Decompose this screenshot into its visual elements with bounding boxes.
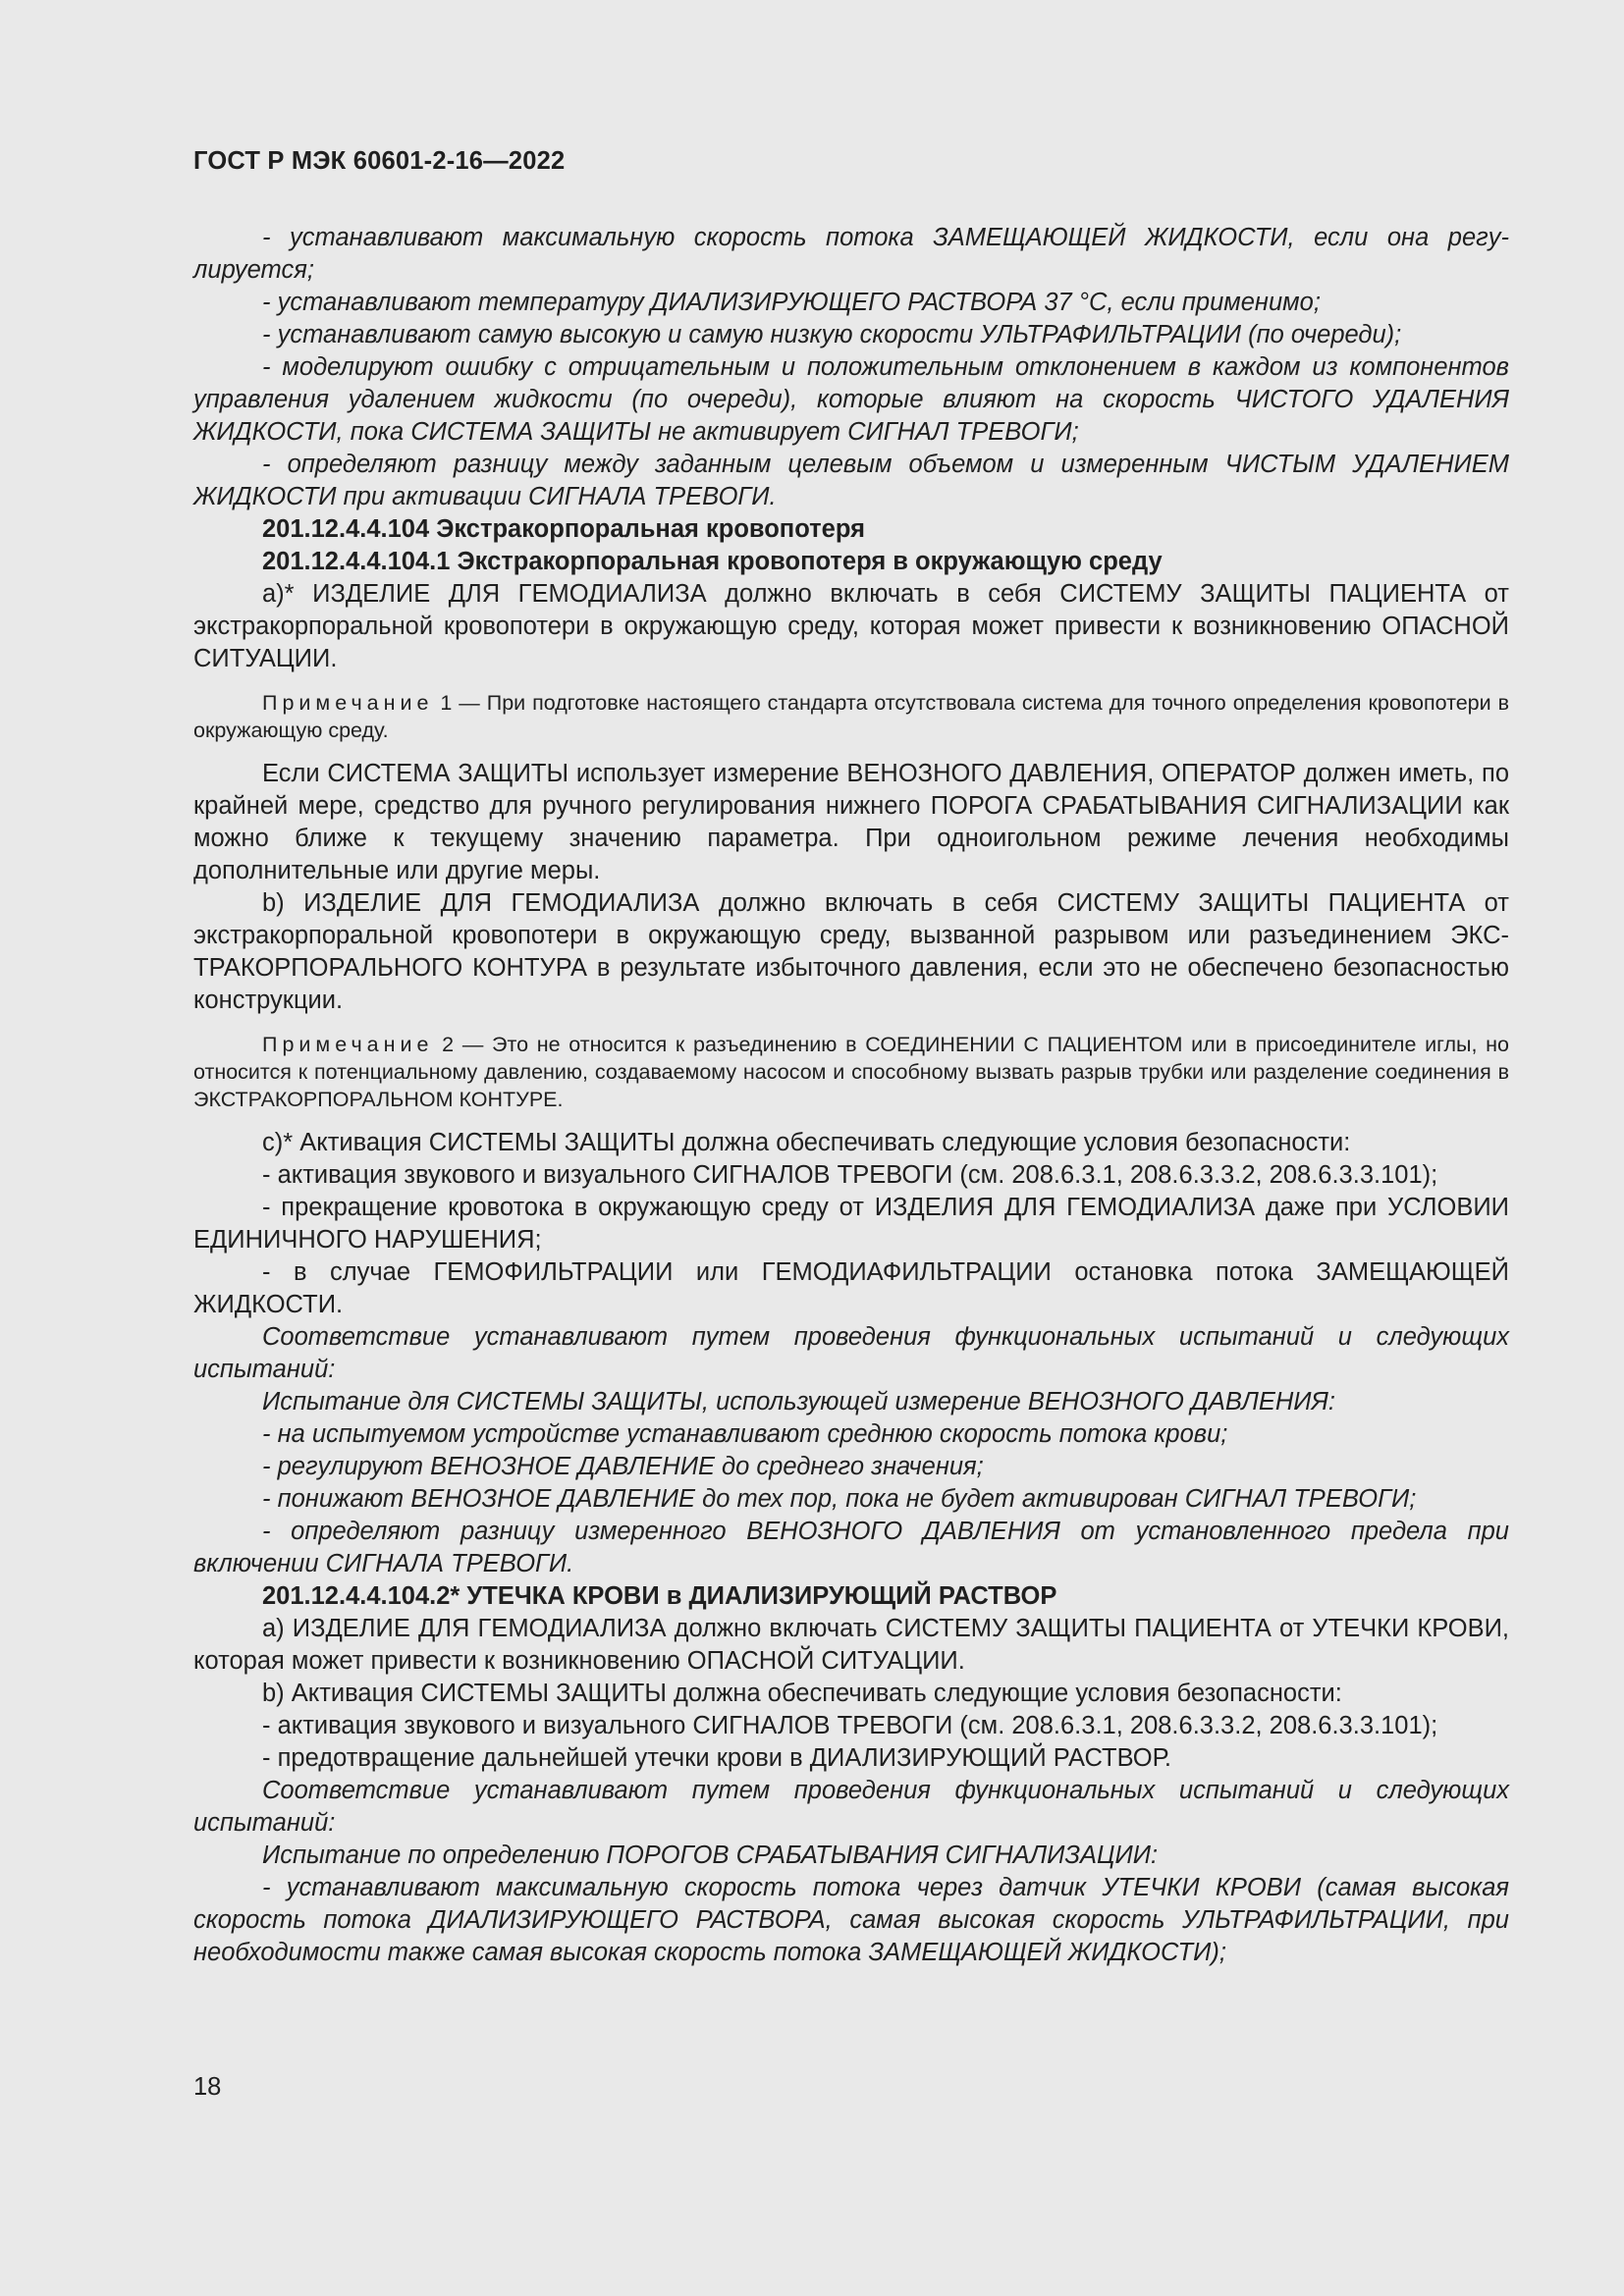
list-item: - прекращение кровотока в окружающую среду от ИЗДЕЛИЯ ДЛЯ ГЕМОДИАЛИЗА даже при УСЛОВИИ ЕДИНИЧНОГО НАРУШЕНИЯ; bbox=[193, 1194, 1509, 1254]
note-text: 2 — Это не относится к разъединению в СОЕДИНЕНИИ С ПАЦИЕНТОМ или в присоединителе иглы, но относится к потенциальному давлению, создаваемому насосом и способному вызвать разрыв трубки или разделение соединения в ЭКСТРАКОРПОРАЛЬНОМ КОНТУРЕ. bbox=[193, 1033, 1509, 1111]
list-item: - активация звукового и визуального СИГНАЛОВ ТРЕВОГИ (см. 208.6.3.1, 208.6.3.3.2, 208.6.3.3.101); bbox=[262, 1712, 1438, 1739]
paragraph: b) ИЗДЕЛИЕ ДЛЯ ГЕМОДИАЛИЗА должно включать в себя СИСТЕМУ ЗАЩИТЫ ПАЦИЕНТА от экстракорпоральной кровопотери в окружающую среду, вызванной разрывом или разъединением ЭКСТРАКОРПОРАЛЬНОГО КОНТУРА в результате избыточного давления, если это не обеспечено безопасностью конструкции. bbox=[193, 889, 1509, 1014]
list-item: - активация звукового и визуального СИГНАЛОВ ТРЕВОГИ (см. 208.6.3.1, 208.6.3.3.2, 208.6.3.3.101); bbox=[262, 1161, 1438, 1189]
paragraph: a)* ИЗДЕЛИЕ ДЛЯ ГЕМОДИАЛИЗА должно включать в себя СИСТЕМУ ЗАЩИТЫ ПАЦИЕНТА от экстракорпоральной кровопотери в окружающую среду, которая может привести к возникновению ОПАСНОЙ СИТУАЦИИ. bbox=[193, 580, 1509, 672]
list-item: - устанавливают самую высокую и самую низкую скорости УЛЬТРАФИЛЬТРАЦИИ (по очереди); bbox=[262, 321, 1402, 348]
section-heading: 201.12.4.4.104 Экстракорпоральная кровопотеря bbox=[262, 515, 865, 543]
note-label: Примечание bbox=[262, 1033, 434, 1056]
note-label: Примечание bbox=[262, 691, 434, 715]
paragraph: a) ИЗДЕЛИЕ ДЛЯ ГЕМОДИАЛИЗА должно включать СИСТЕМУ ЗАЩИТЫ ПАЦИЕНТА от УТЕЧКИ КРОВИ, которая может привести к возникновению ОПАСНОЙ СИТУАЦИИ. bbox=[193, 1615, 1509, 1675]
list-item: - понижают ВЕНОЗНОЕ ДАВЛЕНИЕ до тех пор, пока не будет активирован СИГНАЛ ТРЕВОГИ; bbox=[262, 1485, 1417, 1513]
list-item: - на испытуемом устройстве устанавливают среднюю скорость потока крови; bbox=[262, 1420, 1228, 1448]
standard-header: ГОСТ Р МЭК 60601-2-16—2022 bbox=[193, 147, 566, 175]
paragraph: Испытание по определению ПОРОГОВ СРАБАТЫВАНИЯ СИГНАЛИЗАЦИИ: bbox=[262, 1842, 1159, 1869]
section-heading: 201.12.4.4.104.2* УТЕЧКА КРОВИ в ДИАЛИЗИРУЮЩИЙ РАСТВОР bbox=[262, 1582, 1057, 1610]
paragraph: b) Активация СИСТЕМЫ ЗАЩИТЫ должна обеспечивать следующие условия безопасности: bbox=[262, 1680, 1342, 1707]
note-2 bbox=[193, 1031, 1509, 1113]
paragraph: c)* Активация СИСТЕМЫ ЗАЩИТЫ должна обеспечивать следующие условия безопасности: bbox=[262, 1129, 1351, 1156]
list-item: - предотвращение дальнейшей утечки крови в ДИАЛИЗИРУЮЩИЙ РАСТВОР. bbox=[262, 1744, 1171, 1772]
list-item: - в случае ГЕМОФИЛЬТРАЦИИ или ГЕМОДИАФИЛЬТРАЦИИ остановка потока ЗАМЕЩАЮЩЕЙ ЖИДКОСТИ. bbox=[193, 1258, 1509, 1318]
paragraph: Соответствие устанавливают путем проведения функциональных испытаний и следующих испытаний: bbox=[193, 1777, 1509, 1837]
list-item: - устанавливают температуру ДИАЛИЗИРУЮЩЕГО РАСТВОРА 37 °С, если применимо; bbox=[262, 289, 1321, 316]
list-item: - устанавливают максимальную скорость потока через датчик УТЕЧКИ КРОВИ (самая высокая скорость потока ДИАЛИЗИРУЮЩЕГО РАСТВОРА, самая высокая скорость УЛЬТРАФИЛЬТРАЦИИ, при необходимости также самая высокая скорость потока ЗАМЕЩАЮЩЕЙ ЖИДКОСТИ); bbox=[193, 1874, 1509, 1966]
subsection-heading: 201.12.4.4.104.1 Экстракорпоральная кровопотеря в окружающую среду bbox=[262, 548, 1163, 575]
paragraph: Соответствие устанавливают путем проведения функциональных испытаний и следующих испытаний: bbox=[193, 1323, 1509, 1383]
note-1 bbox=[193, 689, 1509, 744]
list-item: - определяют разницу между заданным целевым объемом и измеренным ЧИСТЫМ УДАЛЕНИЕМ ЖИДКОСТИ при активации СИГНАЛА ТРЕВОГИ. bbox=[193, 451, 1509, 510]
page-number: 18 bbox=[193, 2073, 222, 2101]
note-text: 1 — При подготовке настоящего стандарта отсутствовала система для точного определения кровопотери в окружающую среду. bbox=[193, 691, 1509, 742]
paragraph: Если СИСТЕМА ЗАЩИТЫ использует измерение ВЕНОЗНОГО ДАВЛЕНИЯ, ОПЕРАТОР должен иметь, по крайней мере, средство для ручного регулирования нижнего ПОРОГА СРАБАТЫВАНИЯ СИГНАЛИЗАЦИИ как можно ближе к текущему значению параметра. При одноигольном режиме лечения необходимы дополнительные или другие меры. bbox=[193, 760, 1509, 884]
list-item: - устанавливают максимальную скорость потока ЗАМЕЩАЮЩЕЙ ЖИДКОСТИ, если она регулируется; bbox=[193, 224, 1509, 284]
list-item: - моделируют ошибку с отрицательным и положительным отклонением в каждом из компонентов управления удалением жидкости (по очереди), которые влияют на скорость ЧИСТОГО УДАЛЕНИЯ ЖИДКОСТИ, пока СИСТЕМА ЗАЩИТЫ не активирует СИГНАЛ ТРЕВОГИ; bbox=[193, 353, 1509, 446]
list-item: - регулируют ВЕНОЗНОЕ ДАВЛЕНИЕ до среднего значения; bbox=[262, 1453, 984, 1480]
paragraph: Испытание для СИСТЕМЫ ЗАЩИТЫ, использующей измерение ВЕНОЗНОГО ДАВЛЕНИЯ: bbox=[262, 1388, 1335, 1415]
document-body bbox=[193, 222, 1509, 1969]
list-item: - определяют разницу измеренного ВЕНОЗНОГО ДАВЛЕНИЯ от установленного предела при включении СИГНАЛА ТРЕВОГИ. bbox=[193, 1518, 1509, 1577]
